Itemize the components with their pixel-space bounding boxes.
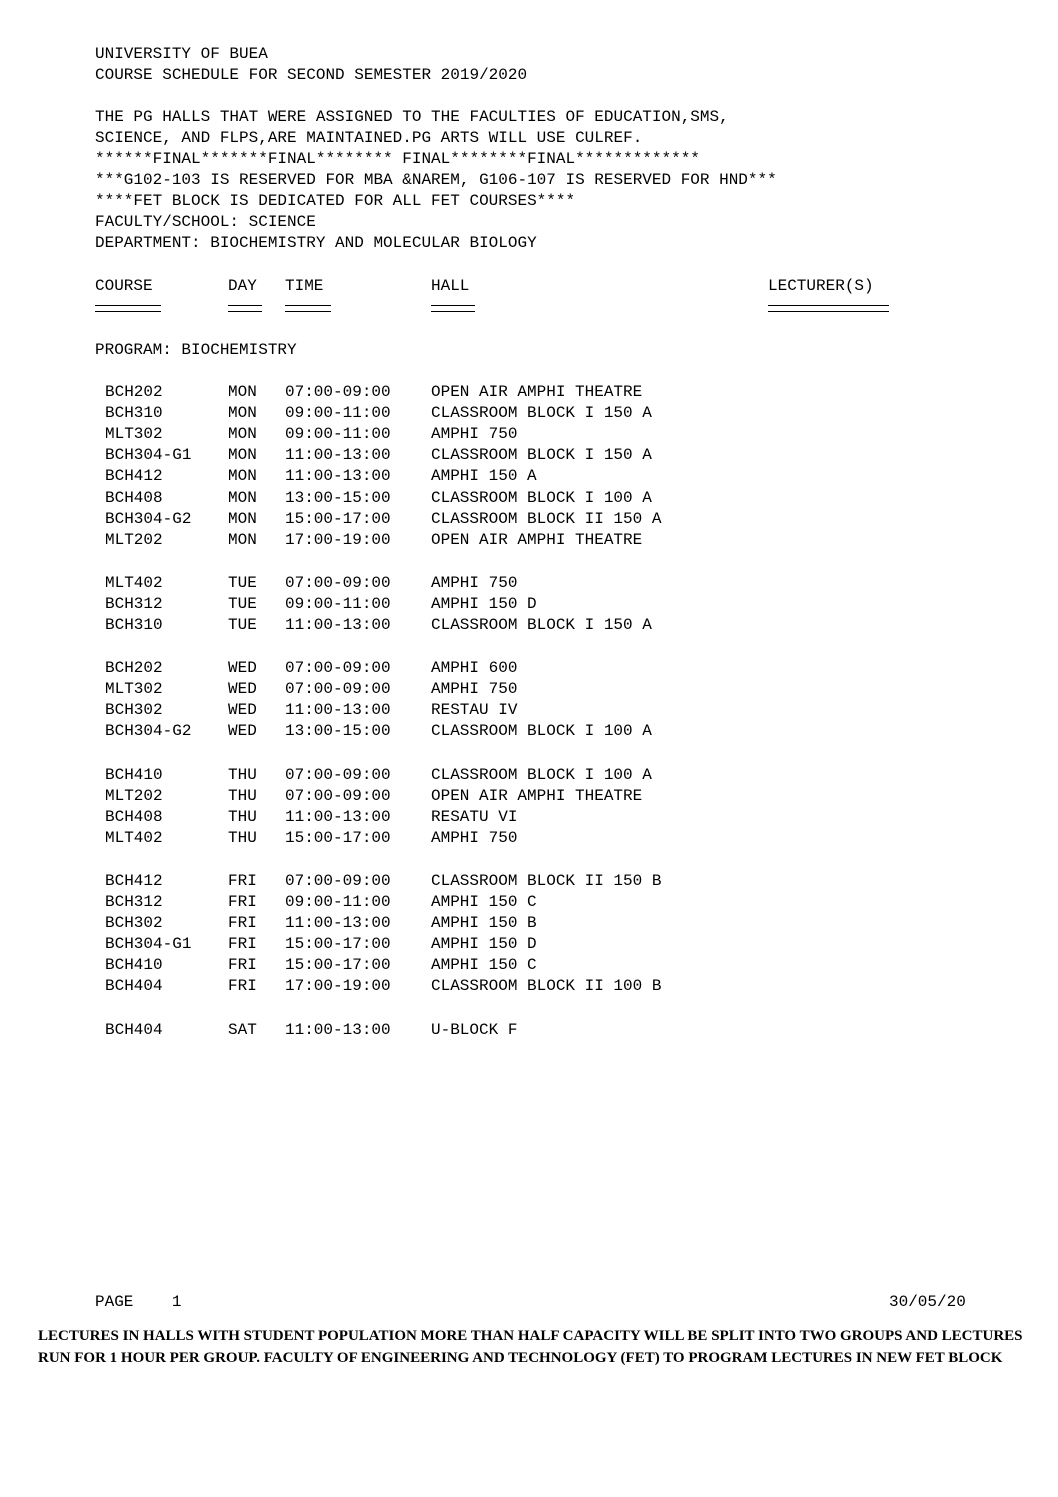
course-cell: BCH404 xyxy=(105,977,163,996)
table-row xyxy=(0,786,1058,807)
hall-cell: AMPHI 150 D xyxy=(431,935,537,954)
page-indicator xyxy=(95,1292,181,1313)
course-cell: BCH304-G1 xyxy=(105,935,192,954)
course-cell: BCH202 xyxy=(105,659,163,678)
day-cell: MON xyxy=(228,509,257,528)
course-cell: BCH412 xyxy=(105,871,163,890)
hall-cell: AMPHI 600 xyxy=(431,659,518,678)
course-cell: MLT202 xyxy=(105,786,163,805)
table-row xyxy=(0,934,1058,955)
hall-cell: U-BLOCK F xyxy=(431,1020,518,1039)
day-cell: MON xyxy=(228,383,257,401)
day-cell: TUE xyxy=(228,616,257,634)
table-row xyxy=(0,807,1058,828)
final-banner: ******FINAL*******FINAL******** FINAL********FINAL************* xyxy=(95,150,700,168)
reservation-note: ***G102-103 IS RESERVED FOR MBA &NAREM, G106-107 IS RESERVED FOR HND*** xyxy=(95,171,777,189)
hall-cell: OPEN AIR AMPHI THEATRE xyxy=(431,530,643,549)
hall-cell: OPEN AIR AMPHI THEATRE xyxy=(431,383,643,401)
day-cell: WED xyxy=(228,680,257,699)
table-row xyxy=(0,424,1058,445)
course-cell: BCH404 xyxy=(105,1020,163,1039)
table-row xyxy=(0,382,1058,403)
table-row xyxy=(0,403,1058,424)
column-header-hall: HALL xyxy=(431,277,470,295)
course-cell: BCH304-G2 xyxy=(105,722,192,741)
day-cell: TUE xyxy=(228,573,257,592)
table-row xyxy=(0,765,1058,786)
column-header-lecturers: LECTURER(S) xyxy=(768,277,874,295)
course-cell: BCH304-G2 xyxy=(105,509,192,528)
table-row xyxy=(0,530,1058,551)
department-label: DEPARTMENT: BIOCHEMISTRY AND MOLECULAR BIOLOGY xyxy=(95,234,537,252)
time-cell: 07:00-09:00 xyxy=(285,871,391,890)
day-cell: FRI xyxy=(228,914,257,933)
time-cell: 09:00-11:00 xyxy=(285,893,391,911)
day-cell: MON xyxy=(228,530,257,549)
column-underline xyxy=(768,305,889,312)
time-cell: 09:00-11:00 xyxy=(285,425,391,444)
table-row xyxy=(0,488,1058,509)
hall-cell: CLASSROOM BLOCK I 150 A xyxy=(431,404,652,423)
hall-cell: CLASSROOM BLOCK II 150 B xyxy=(431,871,662,890)
day-cell: TUE xyxy=(228,594,257,613)
table-row xyxy=(0,913,1058,934)
table-row xyxy=(0,892,1058,913)
table-row xyxy=(0,445,1058,466)
day-cell: THU xyxy=(228,765,257,784)
course-cell: MLT402 xyxy=(105,828,163,847)
table-row xyxy=(0,573,1058,594)
day-cell: MON xyxy=(228,425,257,444)
course-cell: BCH410 xyxy=(105,956,163,975)
course-cell: BCH412 xyxy=(105,467,163,486)
hall-cell: AMPHI 750 xyxy=(431,828,518,847)
page-number: 1 xyxy=(171,1293,182,1311)
day-cell: MON xyxy=(228,446,257,465)
hall-cell: RESATU VI xyxy=(431,807,518,826)
hall-cell: CLASSROOM BLOCK I 100 A xyxy=(431,765,652,784)
hall-cell: AMPHI 750 xyxy=(431,680,518,699)
column-header-time: TIME xyxy=(285,277,324,295)
day-cell: THU xyxy=(228,807,257,826)
page-label: PAGE xyxy=(95,1293,134,1311)
course-cell: BCH310 xyxy=(105,616,163,634)
day-cell: FRI xyxy=(228,935,257,954)
hall-cell: CLASSROOM BLOCK II 100 B xyxy=(431,977,662,996)
time-cell: 11:00-13:00 xyxy=(285,467,391,486)
day-cell: THU xyxy=(228,786,257,805)
program-label: PROGRAM: BIOCHEMISTRY xyxy=(95,341,297,359)
hall-cell: OPEN AIR AMPHI THEATRE xyxy=(431,786,643,805)
day-cell: FRI xyxy=(228,893,257,911)
time-cell: 07:00-09:00 xyxy=(285,786,391,805)
print-date: 30/05/20 xyxy=(889,1293,966,1311)
hall-cell: CLASSROOM BLOCK II 150 A xyxy=(431,509,662,528)
table-row xyxy=(0,721,1058,742)
course-cell: MLT202 xyxy=(105,530,163,549)
hall-cell: CLASSROOM BLOCK I 150 A xyxy=(431,616,652,634)
faculty-label: FACULTY/SCHOOL: SCIENCE xyxy=(95,213,316,231)
table-row xyxy=(0,871,1058,892)
hall-cell: AMPHI 150 D xyxy=(431,594,537,613)
day-cell: WED xyxy=(228,659,257,678)
day-cell: FRI xyxy=(228,956,257,975)
time-cell: 11:00-13:00 xyxy=(285,914,391,933)
time-cell: 11:00-13:00 xyxy=(285,701,391,720)
schedule-title: COURSE SCHEDULE FOR SECOND SEMESTER 2019/2020 xyxy=(95,66,528,84)
time-cell: 07:00-09:00 xyxy=(285,680,391,699)
day-cell: WED xyxy=(228,701,257,720)
time-cell: 11:00-13:00 xyxy=(285,807,391,826)
course-cell: MLT402 xyxy=(105,573,163,592)
hall-cell: AMPHI 150 C xyxy=(431,893,537,911)
time-cell: 15:00-17:00 xyxy=(285,828,391,847)
hall-cell: CLASSROOM BLOCK I 100 A xyxy=(431,488,652,507)
fet-block-note: ****FET BLOCK IS DEDICATED FOR ALL FET COURSES**** xyxy=(95,192,576,210)
column-underline xyxy=(95,305,161,312)
day-cell: THU xyxy=(228,828,257,847)
time-cell: 15:00-17:00 xyxy=(285,956,391,975)
time-cell: 11:00-13:00 xyxy=(285,616,391,634)
table-row xyxy=(0,594,1058,615)
course-cell: BCH202 xyxy=(105,383,163,401)
course-cell: BCH312 xyxy=(105,594,163,613)
course-cell: BCH408 xyxy=(105,807,163,826)
table-row xyxy=(0,509,1058,530)
time-cell: 09:00-11:00 xyxy=(285,404,391,423)
time-cell: 07:00-09:00 xyxy=(285,573,391,592)
day-cell: MON xyxy=(228,404,257,423)
time-cell: 07:00-09:00 xyxy=(285,383,391,401)
time-cell: 13:00-15:00 xyxy=(285,488,391,507)
time-cell: 07:00-09:00 xyxy=(285,659,391,678)
day-cell: FRI xyxy=(228,977,257,996)
course-cell: BCH410 xyxy=(105,765,163,784)
hall-cell: CLASSROOM BLOCK I 150 A xyxy=(431,446,652,465)
day-cell: MON xyxy=(228,467,257,486)
university-title: UNIVERSITY OF BUEA xyxy=(95,45,268,63)
course-cell: MLT302 xyxy=(105,425,163,444)
footer-notice: LECTURES IN HALLS WITH STUDENT POPULATION MORE THAN HALF CAPACITY WILL BE SPLIT INTO TWO GROUPS AND LECTURES RUN FOR 1 HOUR PER GROUP. FACULTY OF ENGINEERING AND TECHNOLOGY (FET) TO PROGRAM LECTURES IN NEW FET BLOCK xyxy=(38,1328,1023,1366)
day-cell: SAT xyxy=(228,1020,257,1039)
course-cell: BCH312 xyxy=(105,893,163,911)
day-cell: FRI xyxy=(228,871,257,890)
hall-cell: RESTAU IV xyxy=(431,701,518,720)
hall-cell: AMPHI 750 xyxy=(431,573,518,592)
column-header-course: COURSE xyxy=(95,277,153,295)
hall-cell: AMPHI 150 B xyxy=(431,914,537,933)
course-cell: BCH302 xyxy=(105,914,163,933)
course-cell: BCH302 xyxy=(105,701,163,720)
course-cell: BCH408 xyxy=(105,488,163,507)
column-underline xyxy=(285,305,331,312)
table-row xyxy=(0,976,1058,997)
table-row xyxy=(0,466,1058,487)
course-cell: BCH304-G1 xyxy=(105,446,192,465)
column-header-day: DAY xyxy=(228,277,257,295)
table-row xyxy=(0,1020,1058,1041)
table-row xyxy=(0,615,1058,636)
table-row xyxy=(0,955,1058,976)
day-cell: WED xyxy=(228,722,257,741)
table-row xyxy=(0,700,1058,721)
column-underline xyxy=(228,305,262,312)
time-cell: 15:00-17:00 xyxy=(285,509,391,528)
hall-cell: AMPHI 750 xyxy=(431,425,518,444)
hall-cell: AMPHI 150 A xyxy=(431,467,537,486)
table-row xyxy=(0,828,1058,849)
day-cell: MON xyxy=(228,488,257,507)
time-cell: 15:00-17:00 xyxy=(285,935,391,954)
time-cell: 09:00-11:00 xyxy=(285,594,391,613)
hall-cell: CLASSROOM BLOCK I 100 A xyxy=(431,722,652,741)
table-row xyxy=(0,679,1058,700)
course-cell: BCH310 xyxy=(105,404,163,423)
time-cell: 17:00-19:00 xyxy=(285,977,391,996)
notice-line: THE PG HALLS THAT WERE ASSIGNED TO THE FACULTIES OF EDUCATION,SMS, xyxy=(95,108,729,126)
time-cell: 11:00-13:00 xyxy=(285,1020,391,1039)
time-cell: 07:00-09:00 xyxy=(285,765,391,784)
time-cell: 13:00-15:00 xyxy=(285,722,391,741)
table-row xyxy=(0,658,1058,679)
notice-line: SCIENCE, AND FLPS,ARE MAINTAINED.PG ARTS WILL USE CULREF. xyxy=(95,129,643,147)
time-cell: 17:00-19:00 xyxy=(285,530,391,549)
column-underline xyxy=(431,305,475,312)
hall-cell: AMPHI 150 C xyxy=(431,956,537,975)
time-cell: 11:00-13:00 xyxy=(285,446,391,465)
course-cell: MLT302 xyxy=(105,680,163,699)
